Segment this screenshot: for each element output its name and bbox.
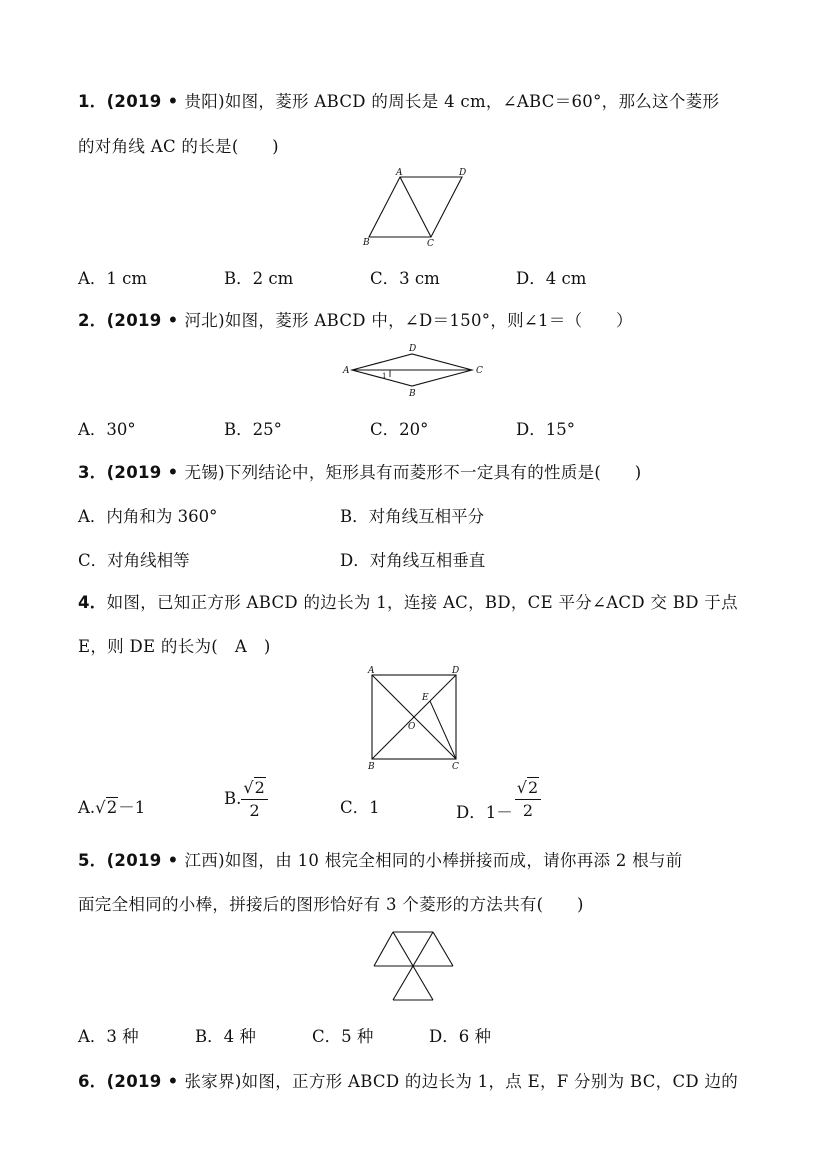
q6-number: 6． bbox=[78, 1072, 107, 1091]
q4-bisector-ce bbox=[430, 701, 456, 759]
q5-line2 bbox=[78, 891, 584, 915]
q4-option-a-tail: －1 bbox=[118, 798, 146, 817]
q6-text1: 张家界)如图，正方形 ABCD 的边长为 1，点 E，F 分别为 BC，CD 边的 bbox=[184, 1072, 739, 1091]
q4-label-b: B bbox=[368, 762, 375, 772]
q4-option-c[interactable]: C．1 bbox=[340, 798, 380, 817]
q3-option-d[interactable]: D．对角线互相垂直 bbox=[340, 551, 486, 570]
q4-option-d-fraction: $\frac{√2}{2}$ bbox=[515, 780, 541, 819]
q5-option-b[interactable]: B．4 种 bbox=[195, 1027, 256, 1046]
q4-text1: 如图，已知正方形 ABCD 的边长为 1，连接 AC，BD，CE 平分∠ACD 交 BD 于点 bbox=[106, 593, 738, 612]
q4-option-b[interactable] bbox=[224, 780, 268, 819]
q1-rhombus-figure bbox=[355, 165, 475, 250]
q2-label-angle1: 1 bbox=[382, 372, 387, 380]
q1-line1 bbox=[78, 88, 719, 112]
q4-label-o: O bbox=[408, 722, 416, 732]
q1-option-c[interactable]: C．3 cm bbox=[370, 269, 440, 288]
q3-line1 bbox=[78, 459, 642, 483]
q4-option-b-fraction: $\frac{√2}{2}$ bbox=[241, 780, 267, 819]
q2-line1 bbox=[78, 307, 633, 331]
q2-options bbox=[78, 416, 638, 442]
q4-option-d-numerator: 2 bbox=[527, 778, 539, 797]
q1-text1: 贵阳)如图，菱形 ABCD 的周长是 4 cm，∠ABC＝60°，那么这个菱形 bbox=[184, 92, 720, 111]
q3-options-row2 bbox=[78, 547, 638, 573]
q1-line2 bbox=[78, 133, 279, 157]
q1-option-b[interactable]: B．2 cm bbox=[224, 269, 294, 288]
q3-text1: 无锡)下列结论中，矩形具有而菱形不一定具有的性质是( ) bbox=[184, 463, 642, 482]
q2-label-b: B bbox=[409, 389, 416, 399]
q5-options bbox=[78, 1023, 538, 1049]
q2-option-b[interactable]: B．25° bbox=[224, 420, 282, 439]
q3-number: 3． bbox=[78, 463, 107, 482]
q5-text1: 江西)如图，由 10 根完全相同的小棒拼接而成，请你再添 2 根与前 bbox=[184, 851, 683, 870]
q1-label-a: A bbox=[396, 168, 403, 178]
q1-text2: 的对角线 AC 的长是( ) bbox=[78, 137, 279, 156]
q5-stick-left-outer bbox=[374, 932, 393, 966]
q4-option-a-radicand: 2 bbox=[106, 798, 118, 817]
q5-option-d[interactable]: D．6 种 bbox=[429, 1027, 491, 1046]
q1-number: 1． bbox=[78, 92, 107, 111]
q2-source: (2019 • bbox=[106, 311, 185, 330]
q5-option-a[interactable]: A．3 种 bbox=[78, 1027, 139, 1046]
q4-label-d: D bbox=[452, 666, 460, 676]
q3-source: (2019 • bbox=[106, 463, 185, 482]
q3-options-row1 bbox=[78, 503, 638, 529]
q4-label-c: C bbox=[452, 762, 459, 772]
q1-source: (2019 • bbox=[106, 92, 185, 111]
q4-label-a: A bbox=[368, 666, 375, 676]
q2-label-a: A bbox=[343, 366, 350, 376]
q1-label-d: D bbox=[459, 168, 467, 178]
q4-line2 bbox=[78, 633, 271, 657]
q2-number: 2． bbox=[78, 311, 107, 330]
q2-text1: 河北)如图，菱形 ABCD 中，∠D＝150°，则∠1＝（ ） bbox=[184, 311, 633, 330]
q2-option-d[interactable]: D．15° bbox=[516, 420, 575, 439]
q4-option-d[interactable] bbox=[456, 778, 541, 822]
q4-options bbox=[78, 780, 598, 832]
q1-diagonal-ac bbox=[400, 177, 431, 237]
q5-number: 5． bbox=[78, 851, 107, 870]
q4-square-figure bbox=[362, 663, 472, 775]
q4-line1 bbox=[78, 589, 738, 613]
q4-option-b-denominator: 2 bbox=[249, 801, 260, 820]
q1-options bbox=[78, 265, 638, 291]
q4-option-d-denominator: 2 bbox=[522, 801, 534, 820]
q1-label-c: C bbox=[427, 239, 434, 249]
q4-text2: E，则 DE 的长为( A ) bbox=[78, 637, 271, 656]
q4-number: 4． bbox=[78, 593, 107, 612]
q4-option-b-prefix: B. bbox=[224, 789, 242, 808]
q5-text2: 面完全相同的小棒，拼接后的图形恰好有 3 个菱形的方法共有( ) bbox=[78, 895, 584, 914]
q5-sticks-figure bbox=[370, 928, 460, 1002]
q5-stick-right-outer bbox=[433, 932, 453, 966]
q5-line1 bbox=[78, 847, 683, 871]
q4-option-a-prefix: A. bbox=[78, 798, 96, 817]
q3-option-c[interactable]: C．对角线相等 bbox=[78, 551, 190, 570]
q3-option-b[interactable]: B．对角线互相平分 bbox=[340, 507, 485, 526]
q1-label-b: B bbox=[363, 238, 370, 248]
q2-option-a[interactable]: A．30° bbox=[78, 420, 136, 439]
q2-label-c: C bbox=[476, 366, 483, 376]
q4-option-d-prefix: D．1－ bbox=[456, 803, 513, 822]
q4-option-b-numerator: 2 bbox=[254, 778, 265, 797]
q4-option-a[interactable] bbox=[78, 794, 145, 818]
q6-source: (2019 • bbox=[106, 1072, 185, 1091]
q4-label-e: E bbox=[422, 693, 429, 703]
q3-option-a[interactable]: A．内角和为 360° bbox=[78, 507, 218, 526]
q2-rhombus-figure bbox=[340, 340, 490, 400]
q4-option-a-sqrt: √2 bbox=[95, 798, 118, 817]
q2-label-d: D bbox=[409, 344, 417, 354]
q2-option-c[interactable]: C．20° bbox=[370, 420, 429, 439]
q6-line1 bbox=[78, 1068, 738, 1092]
q1-option-a[interactable]: A．1 cm bbox=[78, 269, 148, 288]
q1-option-d[interactable]: D．4 cm bbox=[516, 269, 587, 288]
q5-source: (2019 • bbox=[106, 851, 185, 870]
q5-option-c[interactable]: C．5 种 bbox=[312, 1027, 374, 1046]
